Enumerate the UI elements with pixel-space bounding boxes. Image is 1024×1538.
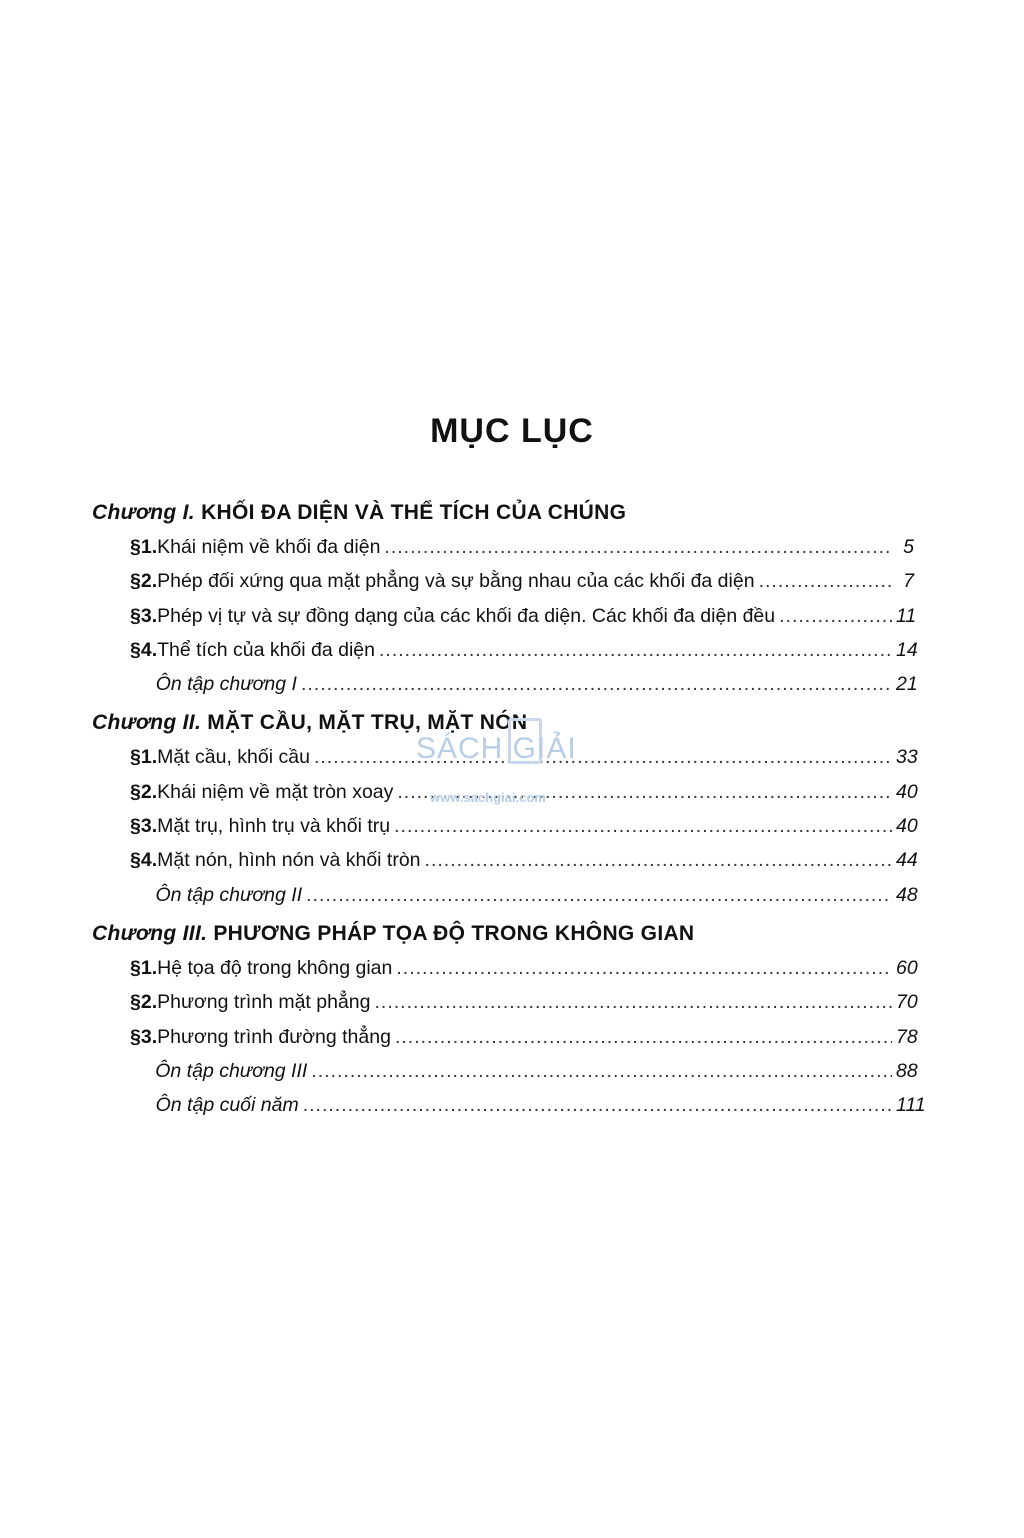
page-number: 7	[903, 570, 914, 593]
toc-entry-review	[92, 1054, 918, 1088]
page-number: 88	[896, 1059, 918, 1082]
toc-entry	[92, 599, 917, 633]
page-number: 5	[903, 536, 914, 558]
section-number: §1.	[130, 956, 158, 979]
section-number: §4.	[130, 849, 158, 872]
section-title: Ôn tập chương III	[155, 1059, 308, 1082]
section-title: Phương trình đường thẳng	[157, 1025, 391, 1048]
toc-entry	[92, 951, 918, 985]
section-title: Mặt cầu, khối cầu	[157, 746, 310, 769]
section-title: Thể tích của khối đa diện	[157, 638, 375, 661]
dot-leader	[394, 809, 892, 843]
chapter-label: Chương I.	[92, 501, 195, 524]
dot-leader	[395, 1020, 892, 1054]
dot-leader	[779, 599, 892, 633]
page-number: 78	[896, 1025, 918, 1048]
section-title: Khái niệm về mặt tròn xoay	[157, 780, 394, 803]
section-number: §2.	[130, 991, 158, 1014]
section-number: §3.	[130, 604, 158, 627]
toc-entry-review	[92, 1088, 926, 1122]
dot-leader	[303, 1088, 892, 1122]
section-number: §1.	[130, 746, 158, 769]
page-number: 44	[896, 849, 918, 872]
chapter-label: Chương III.	[92, 921, 208, 945]
table-of-contents	[92, 496, 926, 1122]
section-title: Ôn tập chương II	[155, 883, 303, 906]
toc-entry	[92, 530, 914, 564]
toc-entry	[92, 985, 918, 1019]
dot-leader	[375, 985, 893, 1019]
section-title: Ôn tập cuối năm	[155, 1094, 299, 1117]
section-title: Mặt trụ, hình trụ và khối trụ	[157, 815, 391, 838]
page-number: 14	[896, 638, 918, 661]
toc-entry	[92, 843, 918, 877]
section-title: Mặt nón, hình nón và khối tròn	[157, 849, 421, 872]
dot-leader	[384, 530, 892, 564]
page-number: 40	[896, 780, 918, 803]
toc-entry	[92, 809, 918, 843]
dot-leader	[311, 1054, 892, 1088]
chapter-title: MẶT CẦU, MẶT TRỤ, MẶT NÓN	[207, 711, 528, 735]
dot-leader	[759, 564, 892, 598]
page-number: 70	[896, 991, 918, 1014]
chapter-title: PHƯƠNG PHÁP TỌA ĐỘ TRONG KHÔNG GIAN	[213, 921, 695, 945]
toc-entry	[92, 1020, 918, 1054]
page-number: 11	[896, 604, 917, 627]
section-title: Ôn tập chương I	[155, 673, 297, 696]
toc-entry	[92, 564, 914, 598]
page-title: MỤC LỤC	[430, 412, 594, 450]
page-number: 33	[896, 746, 918, 769]
section-title: Hệ tọa độ trong không gian	[157, 956, 393, 979]
section-title: Phép đối xứng qua mặt phẳng và sự bằng nhau của các khối đa diện	[157, 570, 755, 593]
chapter-label: Chương II.	[92, 711, 202, 735]
page-number: 60	[896, 956, 918, 979]
watermark-logo: SÁCH GIẢI	[416, 732, 577, 765]
chapter-heading	[92, 917, 914, 951]
section-number: §4.	[130, 638, 158, 661]
toc-entry	[92, 775, 918, 809]
dot-leader	[301, 667, 892, 701]
toc-entry	[92, 740, 918, 774]
chapter-heading	[92, 706, 914, 740]
section-number: §2.	[130, 570, 158, 593]
toc-entry-review	[92, 878, 918, 912]
dot-leader	[396, 951, 892, 985]
page-number: 111	[896, 1094, 926, 1117]
dot-leader	[397, 775, 892, 809]
section-number: §2.	[130, 780, 158, 803]
dot-leader	[306, 878, 892, 912]
dot-leader	[314, 740, 892, 774]
section-number: §1.	[130, 536, 158, 558]
page-number: 48	[896, 883, 918, 906]
section-title: Khái niệm về khối đa diện	[157, 536, 381, 558]
dot-leader	[425, 843, 892, 877]
page-number: 21	[896, 673, 918, 696]
dot-leader	[379, 633, 892, 667]
page-number: 40	[896, 815, 918, 838]
toc-entry	[92, 633, 918, 667]
section-title: Phép vị tự và sự đồng dạng của các khối đa diện. Các khối đa diện đều	[157, 604, 776, 627]
section-number: §3.	[130, 815, 158, 838]
watermark-url: www.sachgiai.com	[430, 790, 546, 805]
section-title: Phương trình mặt phẳng	[157, 991, 371, 1014]
chapter-title: KHỐI ĐA DIỆN VÀ THỂ TÍCH CỦA CHÚNG	[201, 501, 627, 524]
chapter-heading	[92, 496, 914, 530]
toc-entry-review	[92, 667, 918, 701]
section-number: §3.	[130, 1025, 158, 1048]
